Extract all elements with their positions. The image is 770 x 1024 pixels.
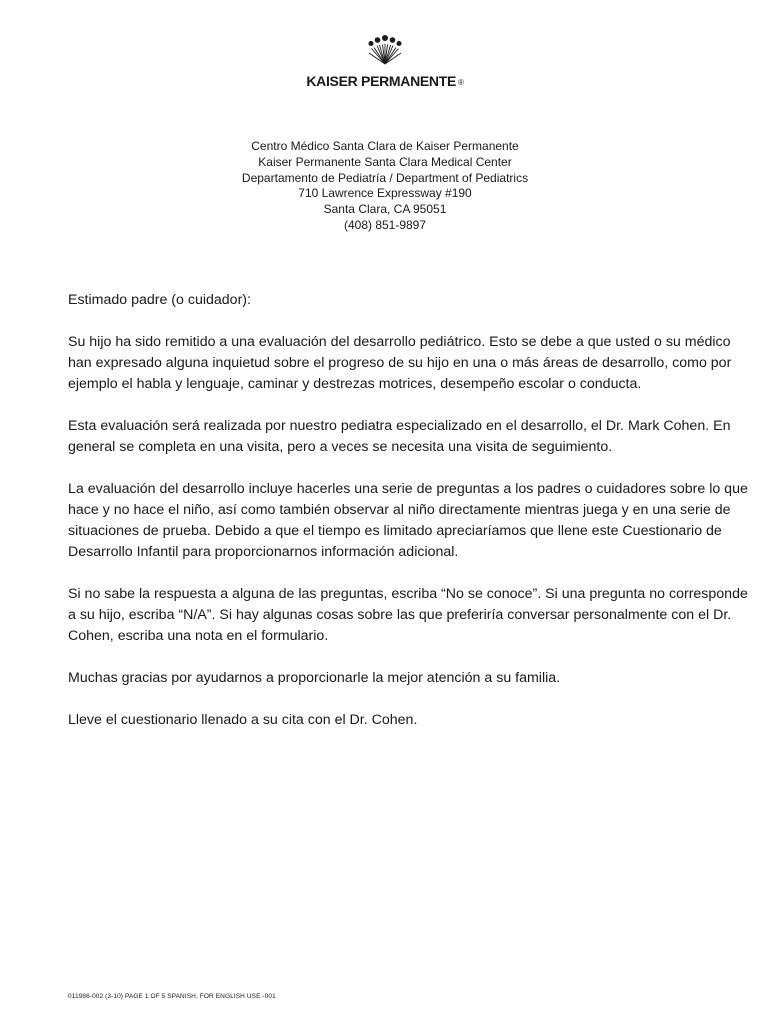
address-line: 710 Lawrence Expressway #190 — [298, 186, 472, 201]
kaiser-logo — [0, 34, 770, 66]
address-block — [0, 139, 770, 234]
letter-paragraph: Su hijo ha sido remitido a una evaluación del desarrollo pediátrico. Esto se debe a que usted o su médico han expresado alguna inquietud sobre el progreso de su hijo en una o más áreas de desarrollo, como por ejemplo el habla y lenguaje, caminar y destrezas motrices, desempeño escolar o conducta. — [68, 334, 732, 392]
letter-paragraph: Lleve el cuestionario llenado a su cita con el Dr. Cohen. — [68, 712, 418, 728]
kaiser-people-icon — [365, 34, 405, 66]
kaiser-wordmark-name: KAISER PERMANENTE — [306, 73, 457, 89]
address-line: Departamento de Pediatría / Department of Pediatrics — [241, 170, 529, 185]
letter-body — [68, 290, 758, 752]
letter-paragraph: Muchas gracias por ayudarnos a proporcionarle la mejor atención a su familia. — [68, 670, 561, 686]
address-line: Kaiser Permanente Santa Clara Medical Center — [258, 154, 512, 169]
address-line: Centro Médico Santa Clara de Kaiser Permanente — [251, 139, 519, 153]
kaiser-wordmark — [0, 73, 770, 89]
letter-paragraph: Esta evaluación será realizada por nuestro pediatra especializado en el desarrollo, el Dr. Mark Cohen. En general se completa en una visita, pero a veces se necesita una visita de seguimiento. — [68, 418, 731, 455]
form-footer: 011986-002 (3-10) PAGE 1 OF 5 SPANISH, FOR ENGLISH USE -001 — [68, 993, 276, 1000]
address-line: Santa Clara, CA 95051 — [323, 202, 447, 217]
letter-paragraph: La evaluación del desarrollo incluye hacerles una serie de preguntas a los padres o cuidadores sobre lo que hace y no hace el niño, así como también observar al niño directamente mientras juega y en una serie de situaciones de prueba. Debido a que el tiempo es limitado apreciaríamos que llene este Cuestionario de Desarrollo Infantil para proporcionarnos información adicional. — [68, 481, 748, 560]
address-line: (408) 851-9897 — [343, 217, 427, 232]
letter-paragraph: Si no sabe la respuesta a alguna de las preguntas, escriba “No se conoce”. Si una pregunta no corresponde a su hijo, escriba “N/A”. Si hay algunas cosas sobre las que preferiría conversar personalmente con el Dr. Cohen, escriba una nota en el formulario. — [68, 586, 748, 644]
registered-mark: ® — [458, 77, 464, 87]
salutation: Estimado padre (o cuidador): — [68, 292, 251, 308]
